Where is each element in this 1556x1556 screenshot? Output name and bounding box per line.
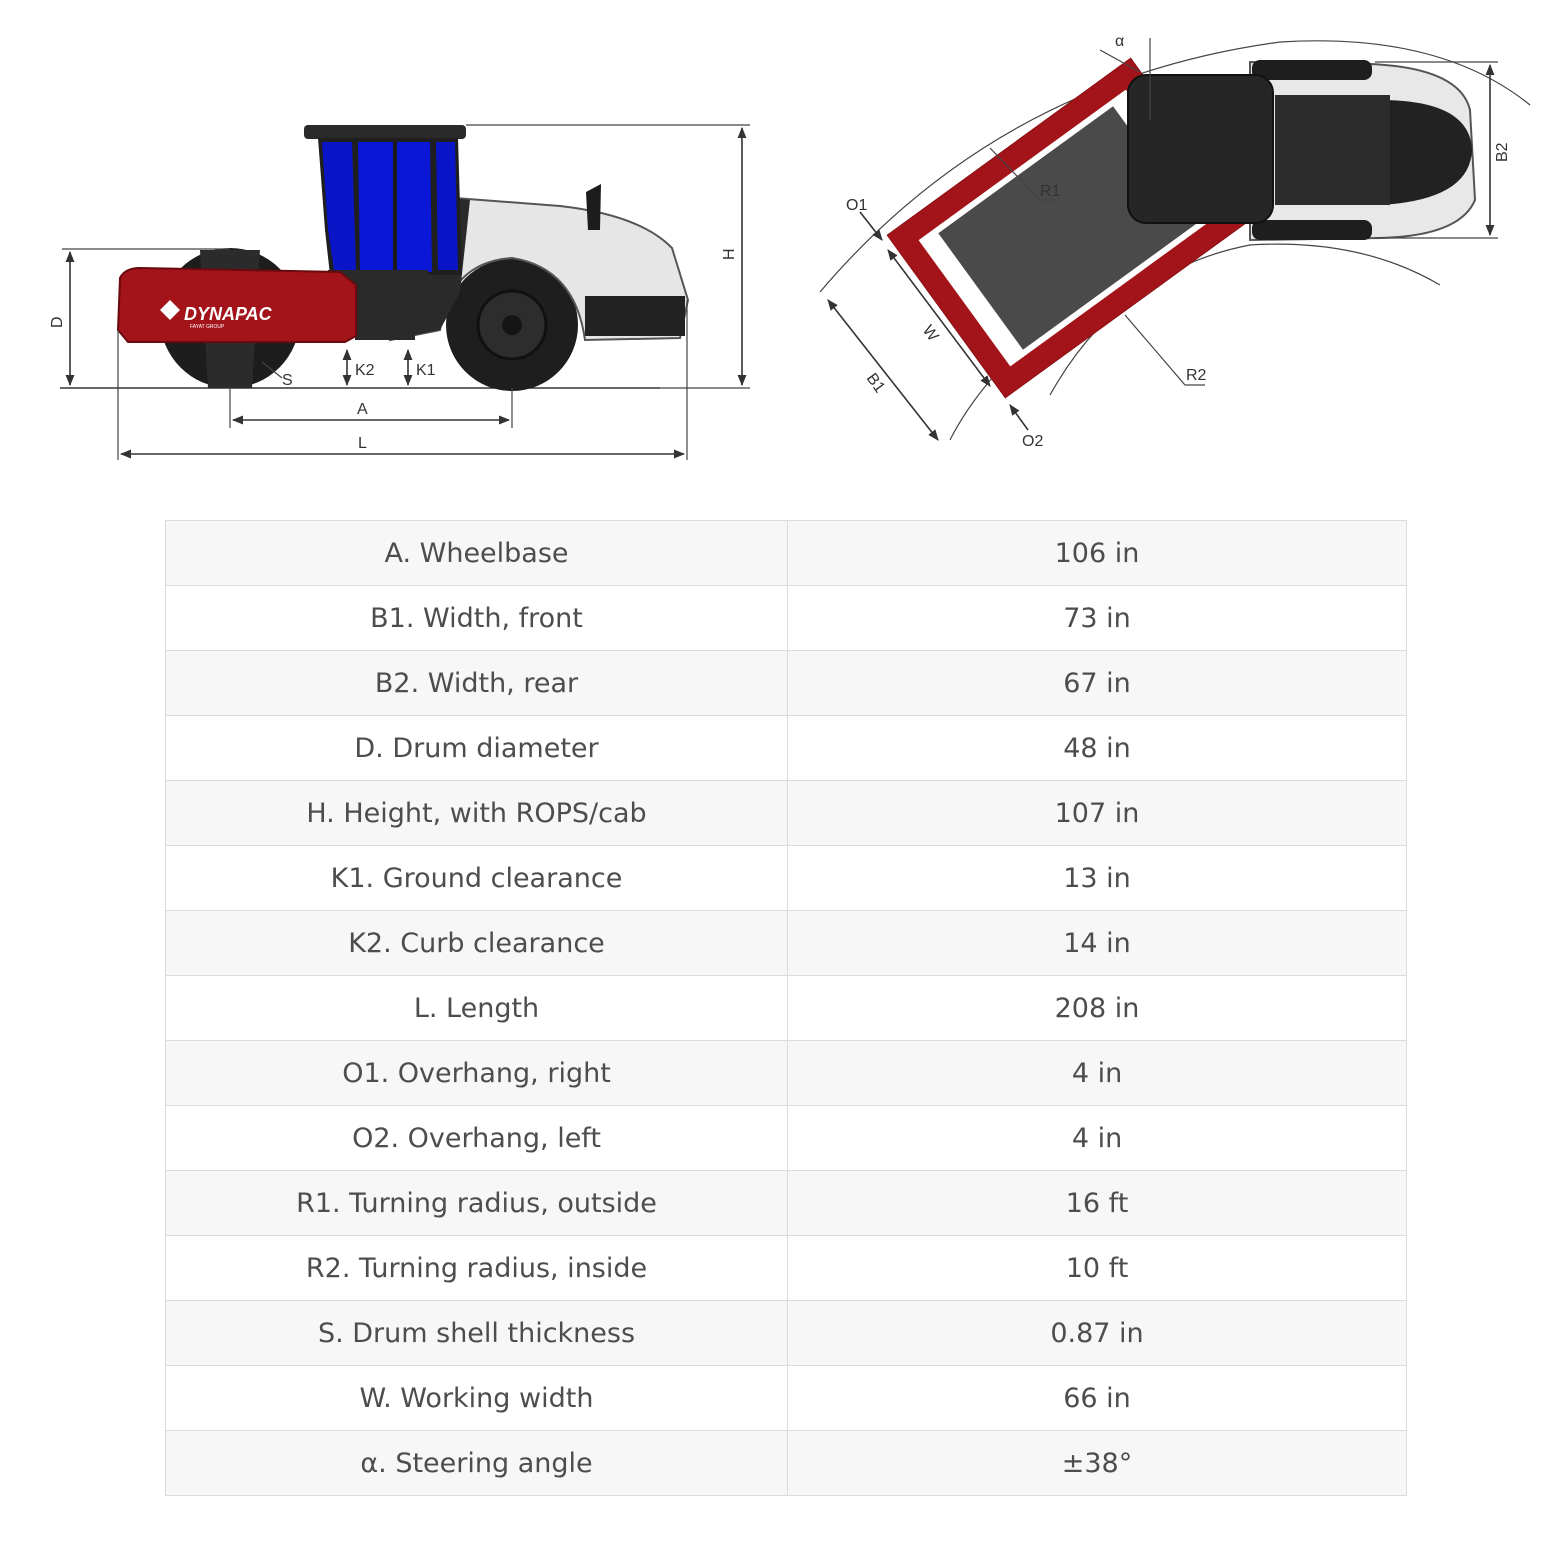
spec-value: 16 ft — [788, 1171, 1407, 1236]
spec-value: ±38° — [788, 1431, 1407, 1496]
spec-value: 48 in — [788, 716, 1407, 781]
spec-value: 73 in — [788, 586, 1407, 651]
spec-label: K2. Curb clearance — [166, 911, 788, 976]
label-r2: R2 — [1186, 367, 1207, 384]
spec-value: 107 in — [788, 781, 1407, 846]
spec-value: 10 ft — [788, 1236, 1407, 1301]
top-rear-unit — [1128, 60, 1475, 240]
dimension-diagrams — [0, 0, 1556, 500]
spec-value: 4 in — [788, 1106, 1407, 1171]
spec-label: H. Height, with ROPS/cab — [166, 781, 788, 846]
spec-row — [166, 1236, 1407, 1301]
spec-label: O1. Overhang, right — [166, 1041, 788, 1106]
label-h: H — [721, 248, 738, 260]
spec-row — [166, 911, 1407, 976]
spec-label: K1. Ground clearance — [166, 846, 788, 911]
spec-row — [166, 1041, 1407, 1106]
label-k2: K2 — [355, 362, 375, 379]
brand-logo-text: DYNAPAC — [184, 304, 272, 324]
spec-row — [166, 1431, 1407, 1496]
spec-label: B1. Width, front — [166, 586, 788, 651]
spec-label: B2. Width, rear — [166, 651, 788, 716]
spec-row — [166, 521, 1407, 586]
spec-label: O2. Overhang, left — [166, 1106, 788, 1171]
spec-row — [166, 846, 1407, 911]
spec-row — [166, 781, 1407, 846]
spec-value: 67 in — [788, 651, 1407, 716]
spec-row — [166, 1106, 1407, 1171]
spec-row — [166, 1366, 1407, 1431]
spec-label: A. Wheelbase — [166, 521, 788, 586]
label-o1: O1 — [846, 197, 868, 214]
spec-row — [166, 1171, 1407, 1236]
spec-row — [166, 651, 1407, 716]
spec-value: 66 in — [788, 1366, 1407, 1431]
brand-sub-text: FAYAT GROUP — [190, 324, 225, 330]
spec-value: 208 in — [788, 976, 1407, 1041]
spec-label: R2. Turning radius, inside — [166, 1236, 788, 1301]
label-l: L — [358, 435, 367, 452]
spec-label: L. Length — [166, 976, 788, 1041]
drum-frame — [118, 268, 356, 342]
spec-row — [166, 716, 1407, 781]
label-alpha: α — [1115, 33, 1125, 50]
spec-value: 106 in — [788, 521, 1407, 586]
label-d: D — [49, 316, 66, 328]
label-r1: R1 — [1040, 183, 1061, 200]
label-o2: O2 — [1022, 433, 1044, 450]
spec-label: α. Steering angle — [166, 1431, 788, 1496]
label-k1: K1 — [416, 362, 436, 379]
label-a: A — [357, 401, 368, 418]
spec-value: 4 in — [788, 1041, 1407, 1106]
spec-label: W. Working width — [166, 1366, 788, 1431]
label-b2: B2 — [1494, 142, 1511, 162]
spec-value: 13 in — [788, 846, 1407, 911]
spec-row — [166, 1301, 1407, 1366]
side-view-diagram — [49, 125, 750, 460]
spec-label: S. Drum shell thickness — [166, 1301, 788, 1366]
spec-table — [165, 520, 1407, 1496]
spec-label: R1. Turning radius, outside — [166, 1171, 788, 1236]
label-b1: B1 — [862, 370, 889, 397]
spec-value: 0.87 in — [788, 1301, 1407, 1366]
spec-row — [166, 976, 1407, 1041]
spec-row — [166, 586, 1407, 651]
spec-value: 14 in — [788, 911, 1407, 976]
label-s: S — [282, 372, 293, 389]
top-view-diagram — [820, 33, 1530, 450]
label-w: W — [918, 322, 942, 345]
spec-label: D. Drum diameter — [166, 716, 788, 781]
